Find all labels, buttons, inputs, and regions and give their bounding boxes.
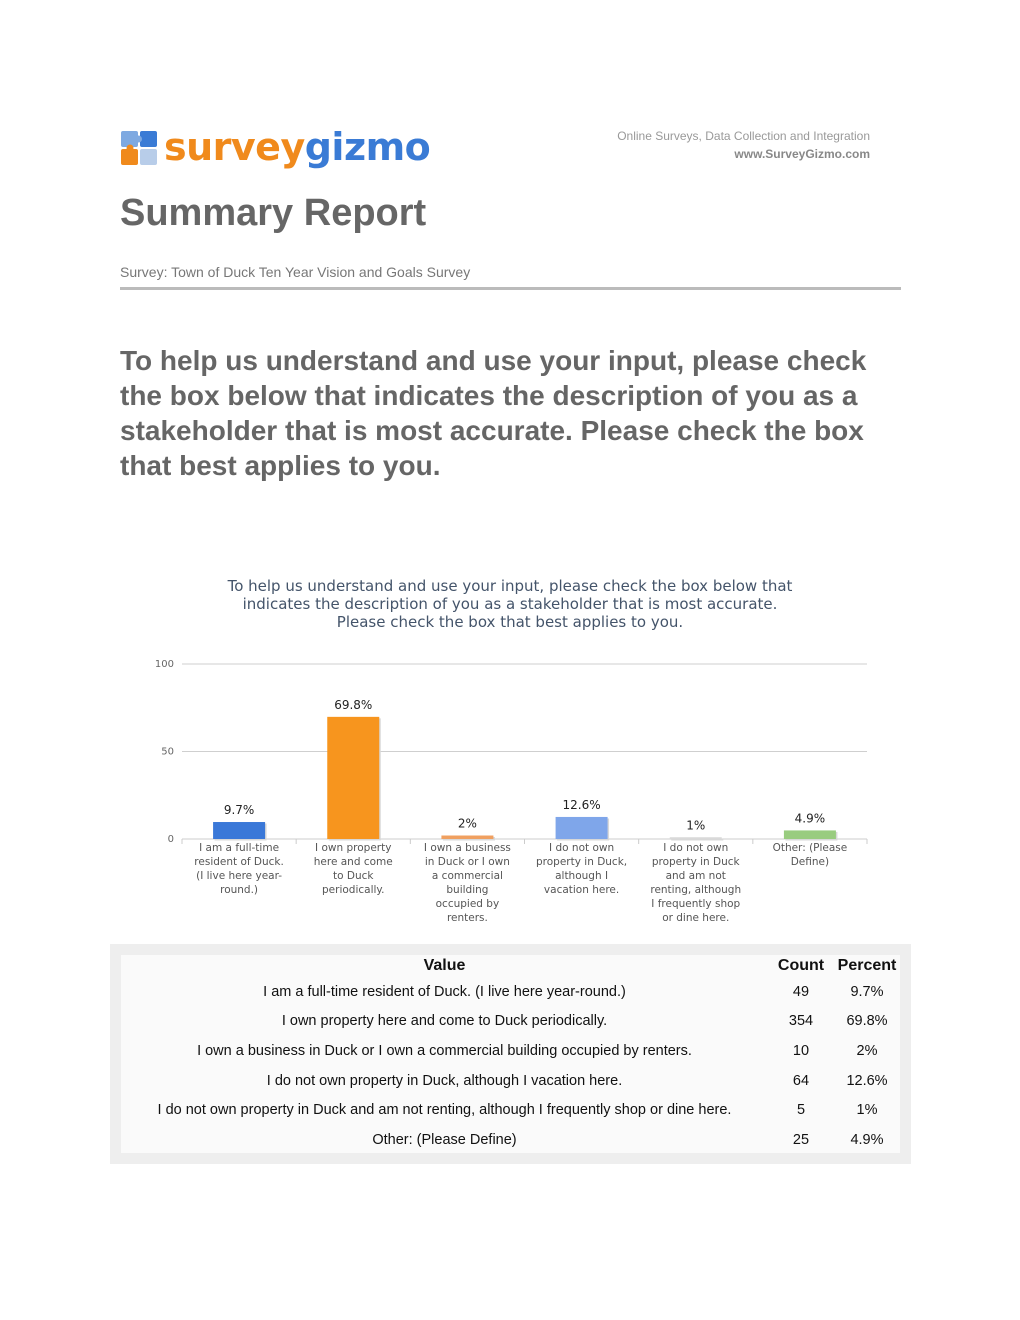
bar-chart <box>130 560 890 940</box>
bar <box>556 817 608 839</box>
bar-shadow <box>671 839 723 841</box>
row-count: 25 <box>792 1131 810 1148</box>
table-row <box>121 1066 900 1096</box>
row-value: Other: (Please Define) <box>372 1131 517 1148</box>
row-count: 5 <box>796 1102 806 1119</box>
category-label-line: I frequently shop <box>651 898 741 910</box>
category-label-line: I own a business <box>423 842 511 854</box>
category-label-line: property in Duck <box>651 856 740 868</box>
category-label-line: Define) <box>790 856 830 868</box>
chart-title <box>227 577 793 631</box>
category-label <box>536 842 627 896</box>
row-count: 64 <box>792 1072 810 1089</box>
bar-value-label: 69.8% <box>334 697 373 712</box>
category-label-line: although I <box>555 870 609 882</box>
category-label-line: resident of Duck. <box>194 856 284 868</box>
category-label <box>424 842 511 924</box>
table-header-row <box>121 955 900 977</box>
row-percent: 9.7% <box>850 983 884 1000</box>
tagline-text: Online Surveys, Data Collection and Integration <box>617 129 870 143</box>
bar <box>441 836 493 840</box>
logo-word-survey: survey <box>164 125 305 169</box>
header-divider <box>120 287 901 290</box>
category-label-line: periodically. <box>322 884 385 896</box>
header-tagline-block <box>617 127 870 163</box>
row-count: 354 <box>788 1013 814 1030</box>
category-label-line: vacation here. <box>543 884 620 896</box>
category-label-line: here and come <box>313 856 393 868</box>
bar-value-label: 9.7% <box>223 803 255 818</box>
question-heading: To help us understand and use your input, please check the box below that indicates the description of you as a stakeholder that is most accurate. Please check the box that best applies to you. <box>120 345 867 481</box>
category-label-line: and am not <box>665 870 726 882</box>
bar-value-label: 4.9% <box>794 811 826 826</box>
category-label-line: I do not own <box>663 842 729 854</box>
chart-category-labels <box>182 839 867 924</box>
category-label-line: I own property <box>315 842 392 854</box>
category-label-line: renters. <box>446 912 488 924</box>
category-label-line: renting, although <box>650 884 742 896</box>
table-row <box>121 977 900 1007</box>
y-tick-label: 0 <box>167 834 174 845</box>
category-label-line: property in Duck, <box>536 856 628 868</box>
row-percent: 2% <box>856 1042 878 1059</box>
y-tick-label: 50 <box>161 746 174 758</box>
category-label-line: (I live here year- <box>196 870 283 882</box>
category-label <box>650 842 741 924</box>
row-value: I do not own property in Duck and am not renting, although I frequently shop or dine here. <box>157 1102 732 1119</box>
category-label <box>194 842 284 896</box>
survey-name: Survey: Town of Duck Ten Year Vision and Goals Survey <box>120 264 471 280</box>
results-table-inner <box>121 955 900 1153</box>
category-label-line: a commercial <box>431 870 503 882</box>
chart-title-line: indicates the description of you as a stakeholder that is most accurate. <box>242 595 778 613</box>
table-row <box>121 1036 900 1066</box>
category-label-line: in Duck or I own <box>424 856 510 868</box>
chart-bars <box>213 698 837 841</box>
row-count: 10 <box>792 1042 810 1059</box>
category-label-line: occupied by <box>435 898 500 910</box>
category-label-line: I am a full-time <box>199 842 280 854</box>
category-label-line: I do not own <box>549 842 615 854</box>
bar <box>213 822 265 839</box>
header-value: Value <box>423 957 466 974</box>
row-percent: 4.9% <box>850 1131 884 1148</box>
bar-value-label: 1% <box>686 818 706 833</box>
bar-value-label: 2% <box>457 816 477 831</box>
puzzle-logo-icon <box>120 127 160 167</box>
surveygizmo-logo <box>120 122 430 172</box>
header-count: Count <box>777 957 825 974</box>
logo-wordmark <box>164 125 431 169</box>
chart-gridlines <box>155 659 867 845</box>
page-title: Summary Report <box>120 192 427 234</box>
table-row <box>121 1007 900 1037</box>
category-label-line: building <box>446 884 489 896</box>
category-label <box>314 842 393 896</box>
row-value: I do not own property in Duck, although I vacation here. <box>266 1072 623 1089</box>
row-percent: 1% <box>856 1102 878 1119</box>
results-table <box>121 955 900 1155</box>
row-percent: 12.6% <box>846 1072 888 1089</box>
bar <box>327 717 379 839</box>
y-tick-label: 100 <box>154 659 174 670</box>
table-row <box>121 1095 900 1125</box>
table-row <box>121 1125 900 1155</box>
chart-title-line: Please check the box that best applies to you. <box>336 613 684 631</box>
category-label <box>773 842 848 868</box>
row-count: 49 <box>792 983 810 1000</box>
category-label-line: or dine here. <box>662 912 730 924</box>
results-table-panel <box>110 944 911 1164</box>
category-label-line: round.) <box>220 884 259 896</box>
category-label-line: to Duck <box>333 870 374 882</box>
row-percent: 69.8% <box>846 1013 888 1030</box>
bar <box>670 837 722 839</box>
bar <box>784 830 836 839</box>
bar-value-label: 12.6% <box>562 797 601 812</box>
category-label-line: Other: (Please <box>772 842 848 854</box>
row-value: I own a business in Duck or I own a commercial building occupied by renters. <box>197 1042 692 1059</box>
website-url[interactable]: www.SurveyGizmo.com <box>734 147 870 161</box>
header-percent: Percent <box>837 957 897 974</box>
row-value: I am a full-time resident of Duck. (I live here year-round.) <box>263 983 626 1000</box>
row-value: I own property here and come to Duck periodically. <box>281 1013 608 1030</box>
chart-title-line: To help us understand and use your input, please check the box below that <box>227 577 793 595</box>
logo-word-gizmo: gizmo <box>304 125 431 169</box>
